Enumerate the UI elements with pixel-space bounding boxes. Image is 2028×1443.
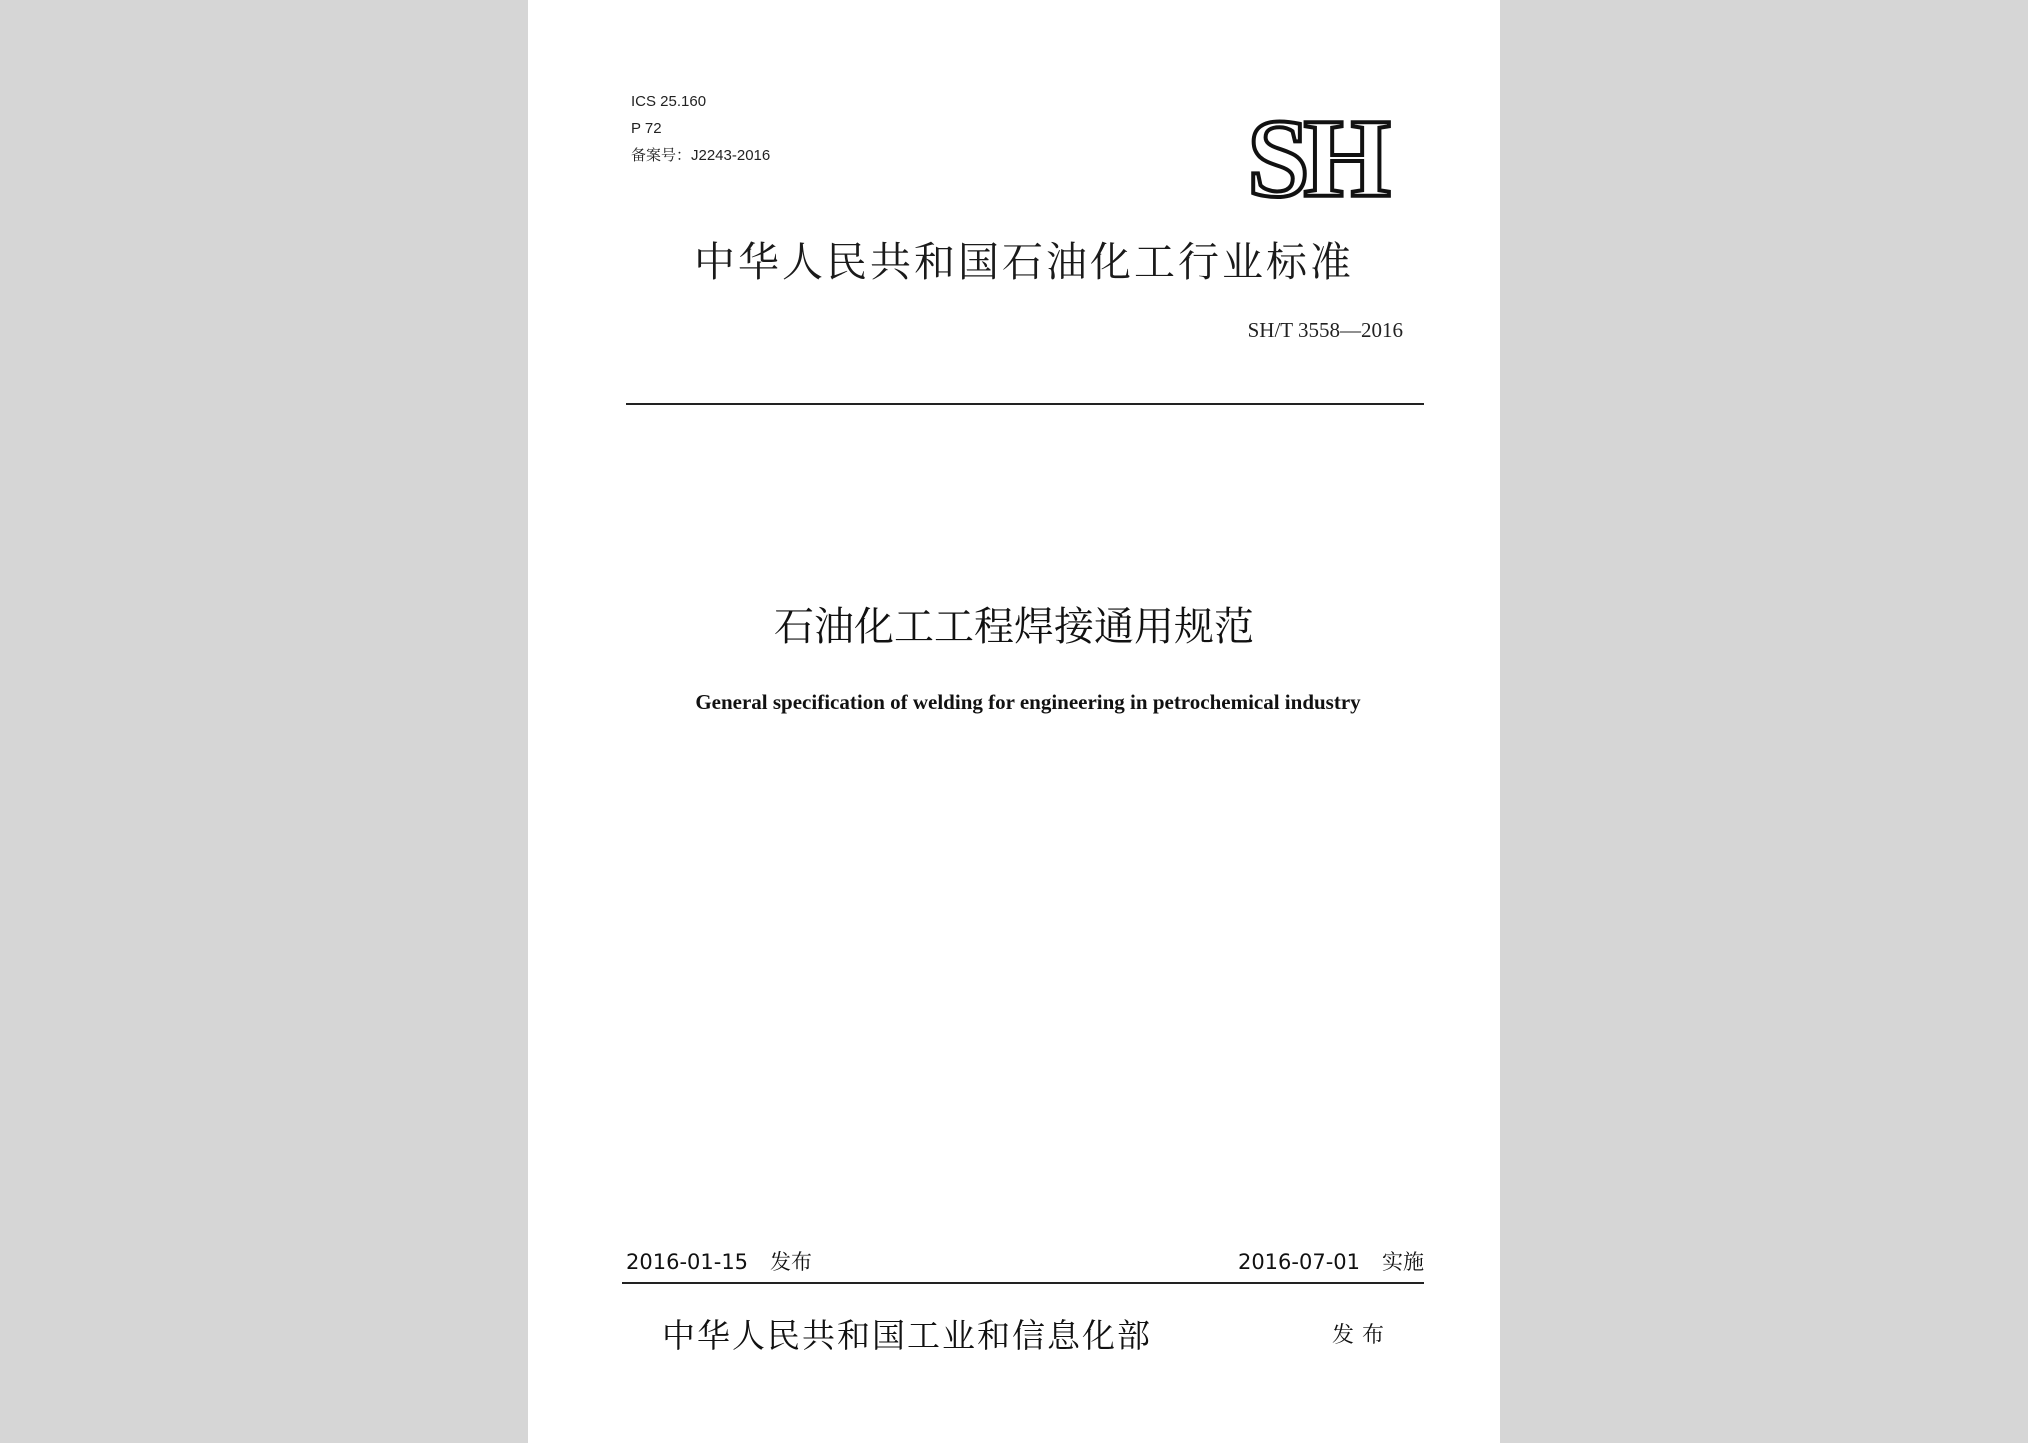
ics-code: ICS 25.160 — [631, 93, 707, 110]
document-title-cn: 石油化工工程焊接通用规范 — [774, 604, 1254, 650]
issue-date: 2016-01-15 — [626, 1250, 749, 1274]
dates-row — [626, 1246, 1424, 1276]
effective-date: 2016-07-01 — [1237, 1250, 1360, 1274]
top-divider — [626, 403, 1424, 405]
publisher-action: 发布 — [1332, 1323, 1393, 1348]
effective-date-group — [1238, 1246, 1424, 1276]
document-title-en — [528, 690, 1500, 715]
record-number: 备案号：J2243-2016 — [631, 147, 771, 164]
document-page — [528, 0, 1500, 1443]
issue-label: 发布 — [770, 1250, 813, 1274]
issue-date-group — [626, 1246, 812, 1276]
bottom-divider — [622, 1282, 1424, 1284]
sh-logo — [1206, 100, 1426, 215]
sh-logo-text: SH — [1247, 100, 1385, 215]
effective-label: 实施 — [1382, 1250, 1424, 1274]
standard-code: SH/T 3558—2016 — [1247, 318, 1403, 342]
publisher-name: 中华人民共和国工业和信息化部 — [662, 1316, 1152, 1355]
standard-title-text: 中华人民共和国石油化工行业标准 — [694, 238, 1354, 286]
standard-title — [528, 229, 1500, 288]
classification-block — [631, 88, 770, 169]
ccs-code: P 72 — [631, 120, 662, 137]
document-title-en-text: General specification of welding for engineering in petrochemical industry — [695, 690, 1361, 714]
